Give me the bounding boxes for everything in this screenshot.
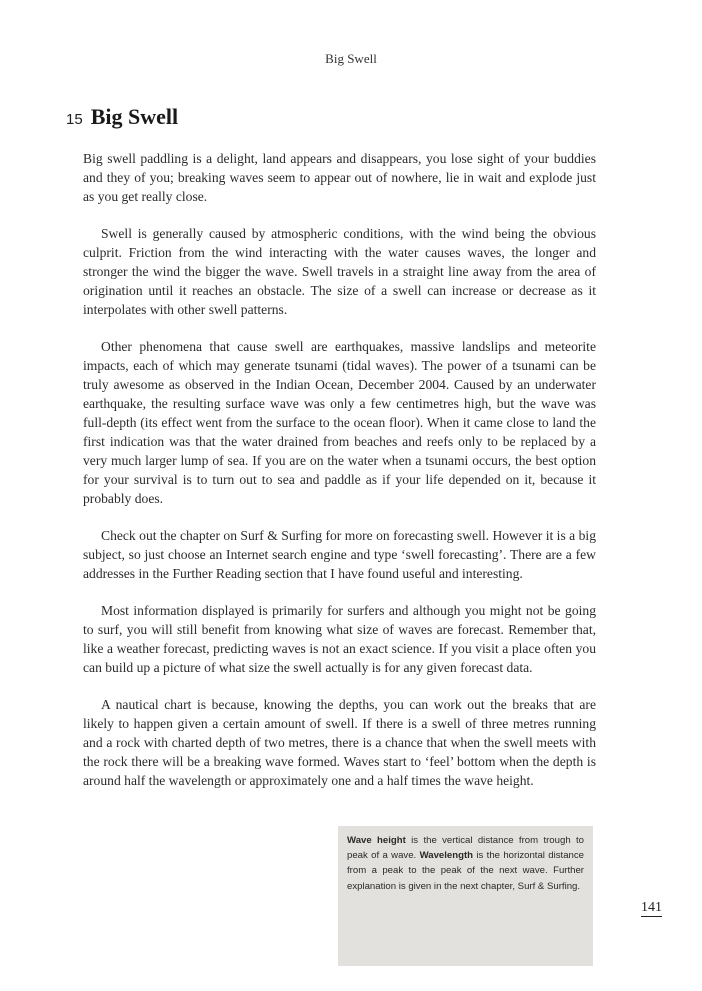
running-header: Big Swell: [325, 51, 377, 66]
sidebar-term-wave-height: Wave height: [347, 835, 406, 846]
chapter-heading: [66, 104, 178, 130]
paragraph-surf-info: Most information displayed is primarily for surfers and although you might not be going to surf, you will still benefit from knowing what size of waves are forecast. Remember that, like a weather forecast, predicting waves is not an exact science. If you visit a place often you can build up a picture of what size the swell actually is for any given forecast data.: [83, 603, 596, 675]
chapter-title: Big Swell: [90, 104, 179, 129]
sidebar-def-wave-height: is the vertical distance from trough to peak of a wave.: [347, 835, 584, 862]
sidebar-text: [347, 833, 584, 894]
sidebar-note: [338, 826, 593, 966]
body-text: [83, 149, 596, 808]
paragraph-forecasting: Check out the chapter on Surf & Surfing for more on forecasting swell. However it is a big subject, so just choose an Internet search engine and type ‘swell forecasting’. There are a few addresses in the Further Reading section that I have found useful and interesting.: [83, 528, 596, 581]
sidebar-term-wavelength: Wavelength: [419, 850, 474, 862]
paragraph-intro: Big swell paddling is a delight, land appears and disappears, you lose sight of your buddies and they of you; breaking waves seem to appear out of nowhere, lie in wait and explode just as you get really close.: [83, 151, 596, 204]
page-number: 141: [641, 900, 662, 915]
sidebar-def-wavelength: is the horizontal distance from a peak to the peak of the next wave. Further explanation is given in the next chapter, Surf & Surfing.: [347, 850, 584, 892]
paragraph-swell-causes: Swell is generally caused by atmospheric conditions, with the wind being the obvious culprit. Friction from the wind interacting with the water causes waves, the longer and stronger the wind the bigger the wave. Swell travels in a straight line away from the area of origination until it reaches an obstacle. The size of a swell can increase or decrease as it interpolates with other swell patterns.: [83, 226, 596, 317]
paragraph-tsunami: Other phenomena that cause swell are earthquakes, massive landslips and meteorite impacts, each of which may generate tsunami (tidal waves). The power of a tsunami can be truly awesome as observed in the Indian Ocean, December 2004. Caused by an underwater earthquake, the resulting surface wave was only a few centimetres high, but the wave was full-depth (its effect went from the surface to the ocean floor). When it came close to land the first indication was that the water drained from beaches and reefs only to be replaced by a very much larger lump of sea. If you are on the water when a tsunami occurs, the best option for your survival is to turn out to sea and paddle as if your life depended on it, because it probably does.: [83, 339, 596, 506]
paragraph-nautical-chart: A nautical chart is because, knowing the depths, you can work out the breaks that are likely to happen given a certain amount of swell. If there is a swell of three metres running and a rock with charted depth of two metres, there is a chance that when the swell meets with the rock there will be a breaking wave formed. Waves start to ‘feel’ bottom when the depth is around half the wavelength or approximately one and a half times the wave height.: [83, 697, 596, 788]
chapter-number: 15: [66, 111, 83, 128]
